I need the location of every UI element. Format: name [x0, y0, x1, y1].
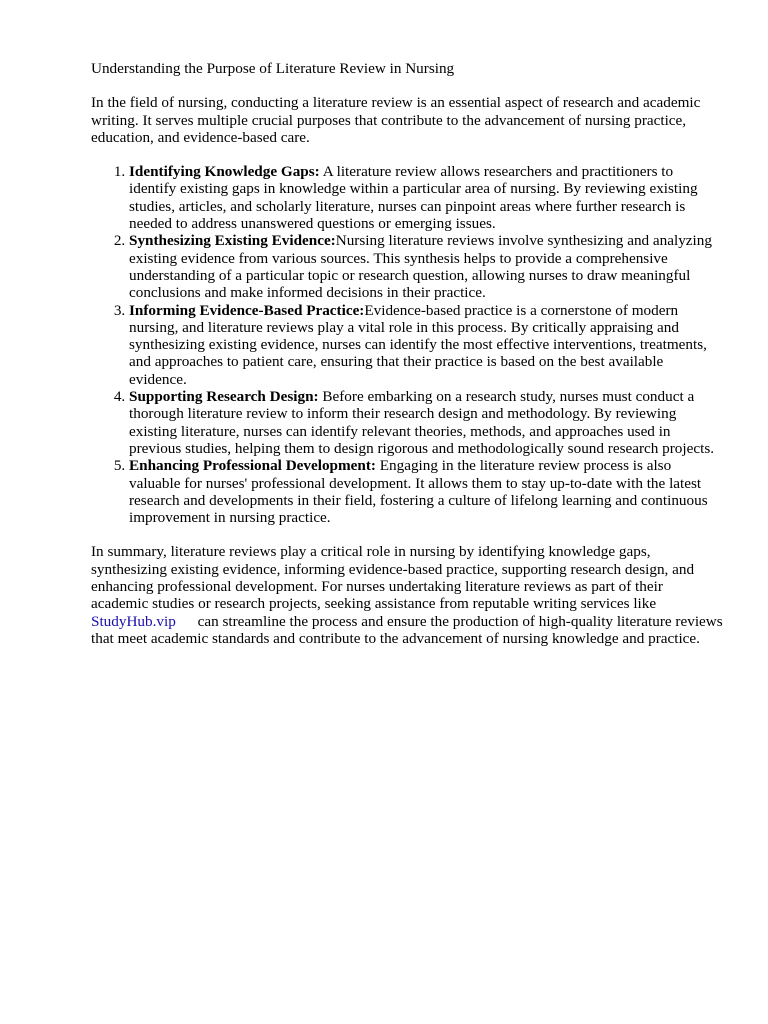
list-item — [129, 388, 723, 457]
list-item-heading: Supporting Research Design: — [129, 388, 319, 406]
list-item-heading: Informing Evidence-Based Practice: — [129, 301, 365, 319]
list-item — [129, 457, 723, 526]
list-item — [129, 302, 723, 388]
intro-paragraph: In the field of nursing, conducting a literature review is an essential aspect of research and academic writing. It serves multiple crucial purposes that contribute to the advancement of nursing practice, education, and evidence-based care. — [91, 94, 701, 146]
list-item-text: Evidence-based practice is a cornerstone of modern nursing, and literature reviews play a vital role in this process. By critically appraising and synthesizing existing evidence, nurses can identify the most effective interventions, treatments, and approaches to patient care, ensuring that their practice is based on the best available evidence. — [129, 301, 707, 388]
studyhub-link[interactable]: StudyHub.vip — [91, 612, 176, 630]
summary-paragraph — [91, 543, 723, 647]
purpose-list — [91, 163, 723, 526]
list-item-heading: Synthesizing Existing Evidence: — [129, 232, 336, 250]
summary-text-after-link: can streamline the process and ensure the production of high-quality literature reviews that meet academic standards and contribute to the advancement of nursing knowledge and practice. — [91, 612, 723, 647]
list-item-text: Engaging in the literature review process is also valuable for nurses' professional development. It allows them to stay up-to-date with the latest research and developments in their field, fostering a culture of lifelong learning and continuous improvement in nursing practice. — [129, 457, 708, 527]
list-item — [129, 163, 723, 232]
document-page — [91, 60, 723, 647]
list-item-heading: Enhancing Professional Development: — [129, 457, 376, 475]
summary-text-before-link: In summary, literature reviews play a critical role in nursing by identifying knowledge gaps, synthesizing existing evidence, informing evidence-based practice, supporting research design, and enhancing professional development. For nurses undertaking literature reviews as part of their academic studies or research projects, seeking assistance from reputable writing services like — [91, 543, 695, 613]
list-item-text: A literature review allows researchers and practitioners to identify existing gaps in knowledge within a particular area of nursing. By reviewing existing studies, articles, and scholarly literature, nurses can pinpoint areas where further research is needed to address unanswered questions or emerging issues. — [129, 163, 698, 233]
list-item — [129, 232, 723, 301]
list-item-text: Before embarking on a research study, nurses must conduct a thorough literature review to inform their research design and methodology. By reviewing existing literature, nurses can identify relevant theories, methods, and approaches used in previous studies, helping them to design rigorous and methodologically sound research projects. — [129, 388, 715, 457]
document-title: Understanding the Purpose of Literature Review in Nursing — [91, 60, 455, 77]
list-item-text: Nursing literature reviews involve synthesizing and analyzing existing evidence from various sources. This synthesis helps to provide a comprehensive understanding of a particular topic or research question, allowing nurses to draw meaningful conclusions and make informed decisions in their practice. — [129, 232, 712, 302]
list-item-heading: Identifying Knowledge Gaps: — [129, 163, 320, 181]
